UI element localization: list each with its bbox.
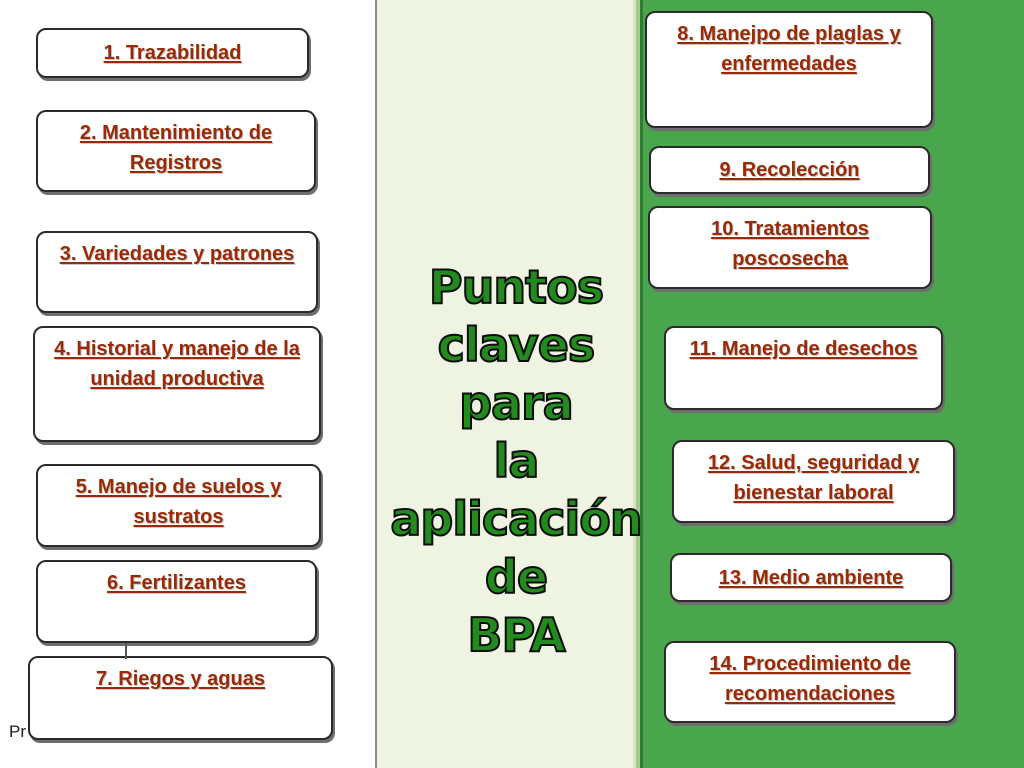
item-manejo-suelos (36, 464, 321, 547)
item-procedimiento-recomendaciones (664, 641, 956, 723)
item-label: 4. Historial y manejo de la unidad productiva (54, 338, 300, 390)
footer-text: Pr (9, 722, 26, 741)
item-label: 6. Fertilizantes (107, 572, 246, 594)
item-label: 3. Variedades y patrones (59, 243, 295, 265)
item-salud-seguridad (672, 440, 955, 523)
item-historial-unidad-productiva (33, 326, 321, 442)
item-label: 13. Medio ambiente (718, 566, 904, 589)
item-variedades-patrones (36, 231, 318, 313)
slide-title: Puntos claves para la aplicación de BPA (390, 260, 642, 662)
item-fertilizantes (36, 560, 317, 643)
item-label: 7. Riegos y aguas (96, 668, 265, 690)
item-label: 1. Trazabilidad (103, 42, 242, 64)
item-mantenimiento-registros (36, 110, 316, 192)
text-cursor-mark (125, 643, 127, 659)
item-label: 8. Manejpo de plaglas y enfermedades (677, 23, 901, 75)
item-manejo-desechos (664, 326, 943, 410)
item-recoleccion (649, 146, 930, 194)
item-label: 2. Mantenimiento de Registros (79, 122, 273, 174)
item-trazabilidad (36, 28, 309, 78)
item-label: 5. Manejo de suelos y sustratos (75, 476, 282, 528)
item-label: 14. Procedimiento de recomendaciones (709, 653, 911, 705)
item-riegos-aguas (28, 656, 333, 740)
item-medio-ambiente (670, 553, 952, 602)
item-label: 9. Recolección (719, 159, 860, 181)
item-label: 10. Tratamientos poscosecha (711, 218, 869, 270)
item-label: 11. Manejo de desechos (689, 338, 918, 360)
item-manejo-plagas (645, 11, 933, 128)
item-label: 12. Salud, seguridad y bienestar laboral (707, 452, 920, 504)
item-tratamientos-poscosecha (648, 206, 932, 289)
